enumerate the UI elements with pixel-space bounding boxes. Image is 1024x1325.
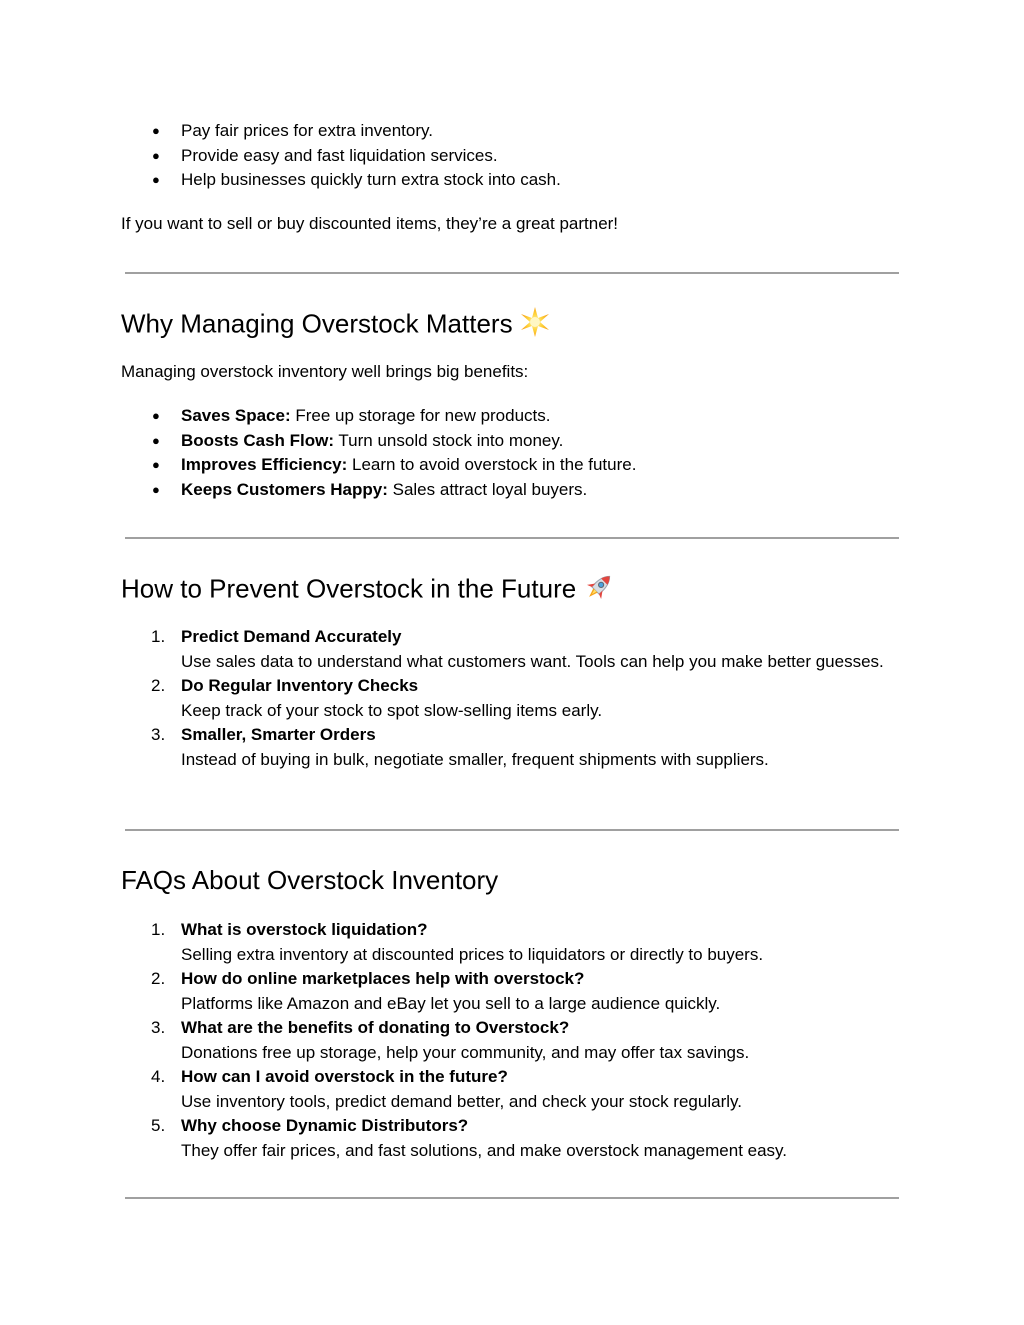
- list-item-label: Boosts Cash Flow:: [181, 430, 335, 450]
- list-item-title: Why choose Dynamic Distributors?: [181, 1116, 469, 1135]
- list-item-title: How do online marketplaces help with overstock?: [181, 969, 585, 988]
- list-item-title: What is overstock liquidation?: [181, 920, 428, 939]
- list-item-text: Free up storage for new products.: [290, 406, 551, 425]
- bullet-icon: ●: [152, 481, 160, 497]
- list-item-desc: Use sales data to understand what customers want. Tools can help you make better guesses.: [181, 651, 884, 671]
- bullet-icon: ●: [152, 408, 160, 423]
- list-item-text: Help businesses quickly turn extra stock into cash.: [181, 170, 561, 189]
- list-item-number: 5.: [151, 1116, 166, 1135]
- list-item: [121, 119, 901, 144]
- list-item-title: How can I avoid overstock in the future?: [181, 1067, 508, 1086]
- list-item-text: Sales attract loyal buyers.: [387, 479, 588, 499]
- list-item-number: 2.: [151, 676, 166, 695]
- list-item-number: 2.: [151, 969, 166, 988]
- list-item-text: Provide easy and fast liquidation services.: [181, 145, 498, 165]
- list-item: [121, 1114, 901, 1163]
- list-item-title: Do Regular Inventory Checks: [181, 676, 419, 695]
- list-item-number: 1.: [151, 627, 166, 646]
- list-item-text: Learn to avoid overstock in the future.: [347, 455, 637, 474]
- list-item: [121, 404, 901, 429]
- list-item: [121, 967, 901, 1016]
- bullet-icon: ●: [152, 123, 160, 138]
- benefits-list: [121, 404, 901, 502]
- section-heading-faq: [121, 864, 498, 896]
- section-heading-prevent: [121, 570, 616, 611]
- list-item: [121, 1065, 901, 1114]
- section-why-lead: Managing overstock inventory well brings big benefits:: [121, 362, 529, 381]
- intro-paragraph: If you want to sell or buy discounted items, they’re a great partner!: [121, 214, 619, 233]
- list-item: [121, 453, 901, 478]
- list-item: [121, 625, 901, 674]
- section-divider: [125, 537, 899, 539]
- faq-list: [121, 918, 901, 1163]
- bullet-icon: ●: [152, 457, 160, 472]
- list-item: [121, 674, 901, 723]
- list-item-text: Pay fair prices for extra inventory.: [181, 121, 433, 140]
- list-item: [121, 918, 901, 967]
- section-divider: [125, 829, 899, 831]
- list-item-number: 1.: [151, 920, 166, 939]
- heading-text: How to Prevent Overstock in the Future: [121, 573, 577, 604]
- heading-text: Why Managing Overstock Matters: [121, 308, 513, 339]
- list-item-label: Saves Space:: [181, 406, 291, 425]
- rocket-icon: [582, 570, 616, 611]
- heading-text: FAQs About Overstock Inventory: [121, 865, 499, 895]
- list-item-desc: They offer fair prices, and fast solutions, and make overstock management easy.: [181, 1140, 788, 1160]
- list-item: [121, 144, 901, 169]
- list-item-number: 4.: [151, 1067, 166, 1086]
- list-item: [121, 1016, 901, 1065]
- list-item-desc: Selling extra inventory at discounted prices to liquidators or directly to buyers.: [181, 944, 764, 964]
- section-divider: [125, 272, 899, 274]
- list-item: [121, 168, 901, 193]
- bullet-icon: ●: [152, 147, 160, 163]
- list-item-number: 3.: [151, 725, 166, 744]
- list-item-desc: Donations free up storage, help your community, and may offer tax savings.: [181, 1042, 750, 1062]
- list-item-title: What are the benefits of donating to Overstock?: [181, 1018, 570, 1037]
- list-item: [121, 429, 901, 454]
- list-item-text: Turn unsold stock into money.: [334, 430, 564, 450]
- intro-bullet-list: [121, 119, 901, 193]
- section-heading-why: [121, 306, 551, 345]
- list-item-desc: Keep track of your stock to spot slow-selling items early.: [181, 700, 603, 720]
- list-item-label: Keeps Customers Happy:: [181, 479, 388, 499]
- section-divider: [125, 1197, 899, 1199]
- bullet-icon: ●: [152, 432, 160, 448]
- list-item-desc: Use inventory tools, predict demand better, and check your stock regularly.: [181, 1091, 742, 1111]
- list-item: [121, 478, 901, 503]
- prevent-list: [121, 625, 901, 772]
- list-item-number: 3.: [151, 1018, 166, 1037]
- list-item: [121, 723, 901, 772]
- list-item-desc: Platforms like Amazon and eBay let you sell to a large audience quickly.: [181, 993, 721, 1013]
- list-item-desc: Instead of buying in bulk, negotiate smaller, frequent shipments with suppliers.: [181, 749, 769, 769]
- list-item-title: Predict Demand Accurately: [181, 627, 402, 646]
- star-icon: [519, 306, 551, 345]
- list-item-label: Improves Efficiency:: [181, 455, 348, 474]
- list-item-title: Smaller, Smarter Orders: [181, 725, 376, 744]
- bullet-icon: ●: [152, 172, 160, 187]
